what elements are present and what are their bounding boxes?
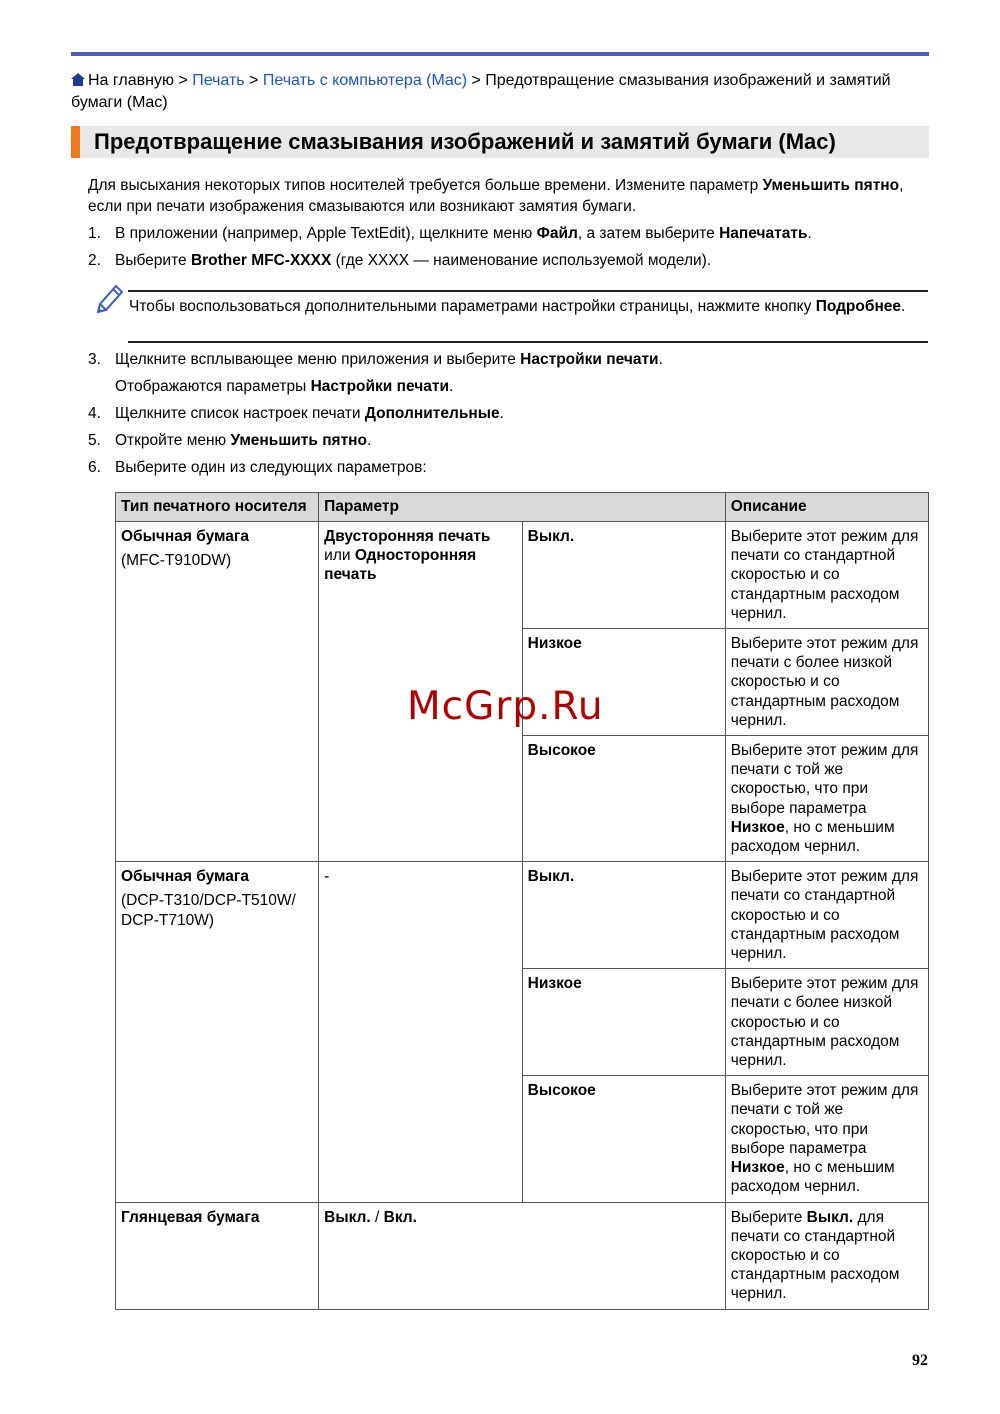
note-top-rule bbox=[128, 290, 928, 292]
description-cell: Выберите этот режим для печати с более низкой скоростью и со стандартным расходом чернил. bbox=[725, 629, 928, 736]
title-bar bbox=[71, 126, 929, 158]
media-cell: Обычная бумага (MFC-T910DW) bbox=[116, 522, 319, 862]
description-cell: Выберите Выкл. для печати со стандартной скоростью и со стандартным расходом чернил. bbox=[725, 1202, 928, 1309]
description-cell: Выберите этот режим для печати со стандартной скоростью и со стандартным расходом чернил. bbox=[725, 522, 928, 629]
title-accent bbox=[71, 126, 80, 158]
breadcrumb-current: Предотвращение смазывания изображений и замятий бумаги (Mac) bbox=[71, 72, 891, 111]
option-cell: Высокое bbox=[522, 1076, 725, 1202]
breadcrumb-separator: > bbox=[173, 72, 193, 89]
description-cell: Выберите этот режим для печати с более низкой скоростью и со стандартным расходом чернил. bbox=[725, 969, 928, 1076]
option-cell: Выкл. bbox=[522, 862, 725, 969]
breadcrumb-home[interactable]: На главную bbox=[88, 72, 174, 89]
breadcrumb-link-print[interactable]: Печать bbox=[192, 72, 245, 89]
description-cell: Выберите этот режим для печати с той же скоростью, что при выборе параметра Низкое, но с меньшим расходом чернил. bbox=[725, 1076, 928, 1202]
watermark: McGrp.Ru bbox=[407, 684, 604, 729]
option-cell: Низкое bbox=[522, 629, 725, 736]
header-description: Описание bbox=[725, 493, 928, 522]
option-cell: Низкое bbox=[522, 969, 725, 1076]
breadcrumb-separator: > bbox=[467, 72, 486, 89]
home-icon[interactable] bbox=[71, 73, 85, 86]
options-table bbox=[115, 492, 929, 1310]
parameter-cell: - bbox=[319, 862, 522, 1202]
header-parameter: Параметр bbox=[319, 493, 726, 522]
table-row bbox=[116, 522, 929, 629]
breadcrumb-link-print-mac[interactable]: Печать с компьютера (Mac) bbox=[262, 72, 468, 89]
page-number: 92 bbox=[912, 1352, 928, 1369]
table-header-row bbox=[116, 493, 929, 522]
note-box bbox=[88, 280, 928, 342]
media-cell: Глянцевая бумага bbox=[116, 1202, 319, 1309]
option-cell: Выкл. bbox=[522, 522, 725, 629]
description-cell: Выберите этот режим для печати с той же скоростью, что при выборе параметра Низкое, но с меньшим расходом чернил. bbox=[725, 736, 928, 862]
parameter-cell: Двусторонняя печать или Односторонняя печать bbox=[319, 522, 522, 862]
note-text: Чтобы воспользоваться дополнительными параметрами настройки страницы, нажмите кнопку Подробнее. bbox=[129, 298, 906, 315]
media-cell: Обычная бумага (DCP-T310/DCP-T510W/ DCP-T710W) bbox=[116, 862, 319, 1202]
breadcrumb-separator: > bbox=[244, 72, 263, 89]
parameter-cell: Выкл. / Вкл. bbox=[319, 1202, 726, 1309]
top-rule bbox=[71, 52, 929, 56]
header-media: Тип печатного носителя bbox=[116, 493, 319, 522]
table-row bbox=[116, 862, 929, 969]
table-row bbox=[116, 1202, 929, 1309]
intro-paragraph: Для высыхания некоторых типов носителей требуется больше времени. Измените параметр Уменьшить пятно, если при печати изображения смазываются или возникают замятия бумаги. bbox=[88, 177, 904, 215]
pencil-icon bbox=[92, 282, 124, 316]
note-bottom-rule bbox=[128, 341, 928, 343]
description-cell: Выберите этот режим для печати со стандартной скоростью и со стандартным расходом чернил. bbox=[725, 862, 928, 969]
breadcrumb bbox=[71, 70, 929, 114]
page-title: Предотвращение смазывания изображений и замятий бумаги (Mac) bbox=[94, 129, 836, 154]
option-cell: Высокое bbox=[522, 736, 725, 862]
